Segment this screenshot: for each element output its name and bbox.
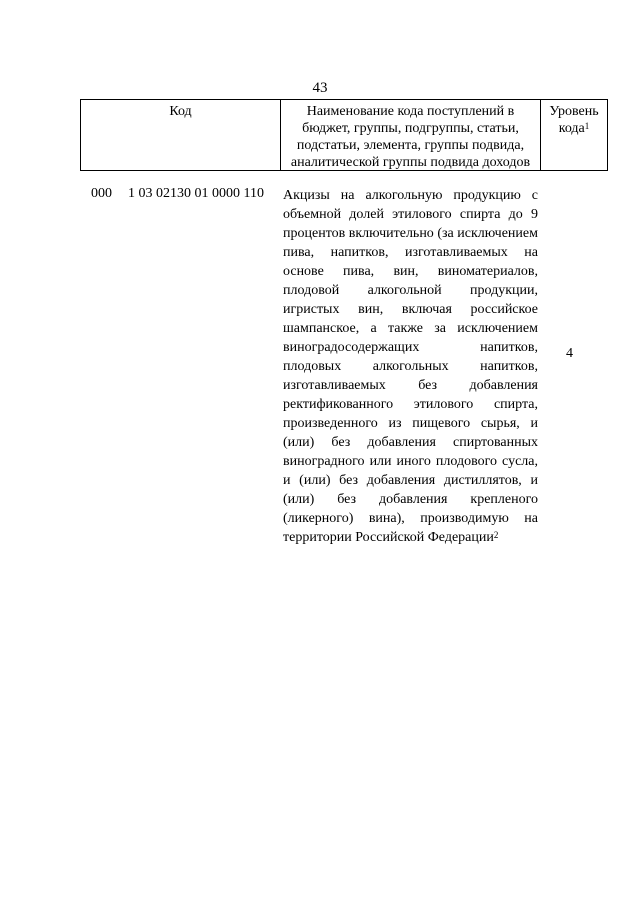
header-level-label: Уровень кода [549,104,599,136]
header-code: Код [81,100,281,170]
row-description [283,186,538,547]
row-description-text: Акцизы на алкогольную продукцию с объемной долей этилового спирта до 9 процентов включительно (за исключением пива, напитков, изготавливаемых на основе пива, вин, виноматериалов, плодовой алкогольной продукции, игристых вин, включая российское шампанское, а также за исключением виноградосодержащих напитков, плодовых алкогольных напитков, изготавливаемых без добавления ректификованного этилового спирта, произведенного из пищевого сырья, и (или) без добавления спиртованных виноградного или иного плодового сусла, и (или) без добавления дистиллятов, и (или) без добавления крепленого (ликерного) вина), производимую на территории Российской Федерации [283,188,538,545]
table-header [80,99,608,171]
row-kbk-code: 1 03 02130 01 0000 110 [128,186,264,201]
row-admin-code: 000 [91,186,112,201]
header-level-footnote: 1 [584,121,590,131]
page-number: 43 [312,80,328,96]
header-level [541,100,607,173]
row-description-footnote: 2 [493,530,499,540]
header-name: Наименование кода поступлений в бюджет, группы, подгруппы, статьи, подстатьи, элемента, группы подвида, аналитической группы подвида доходов [281,100,541,170]
row-level: 4 [566,346,573,361]
